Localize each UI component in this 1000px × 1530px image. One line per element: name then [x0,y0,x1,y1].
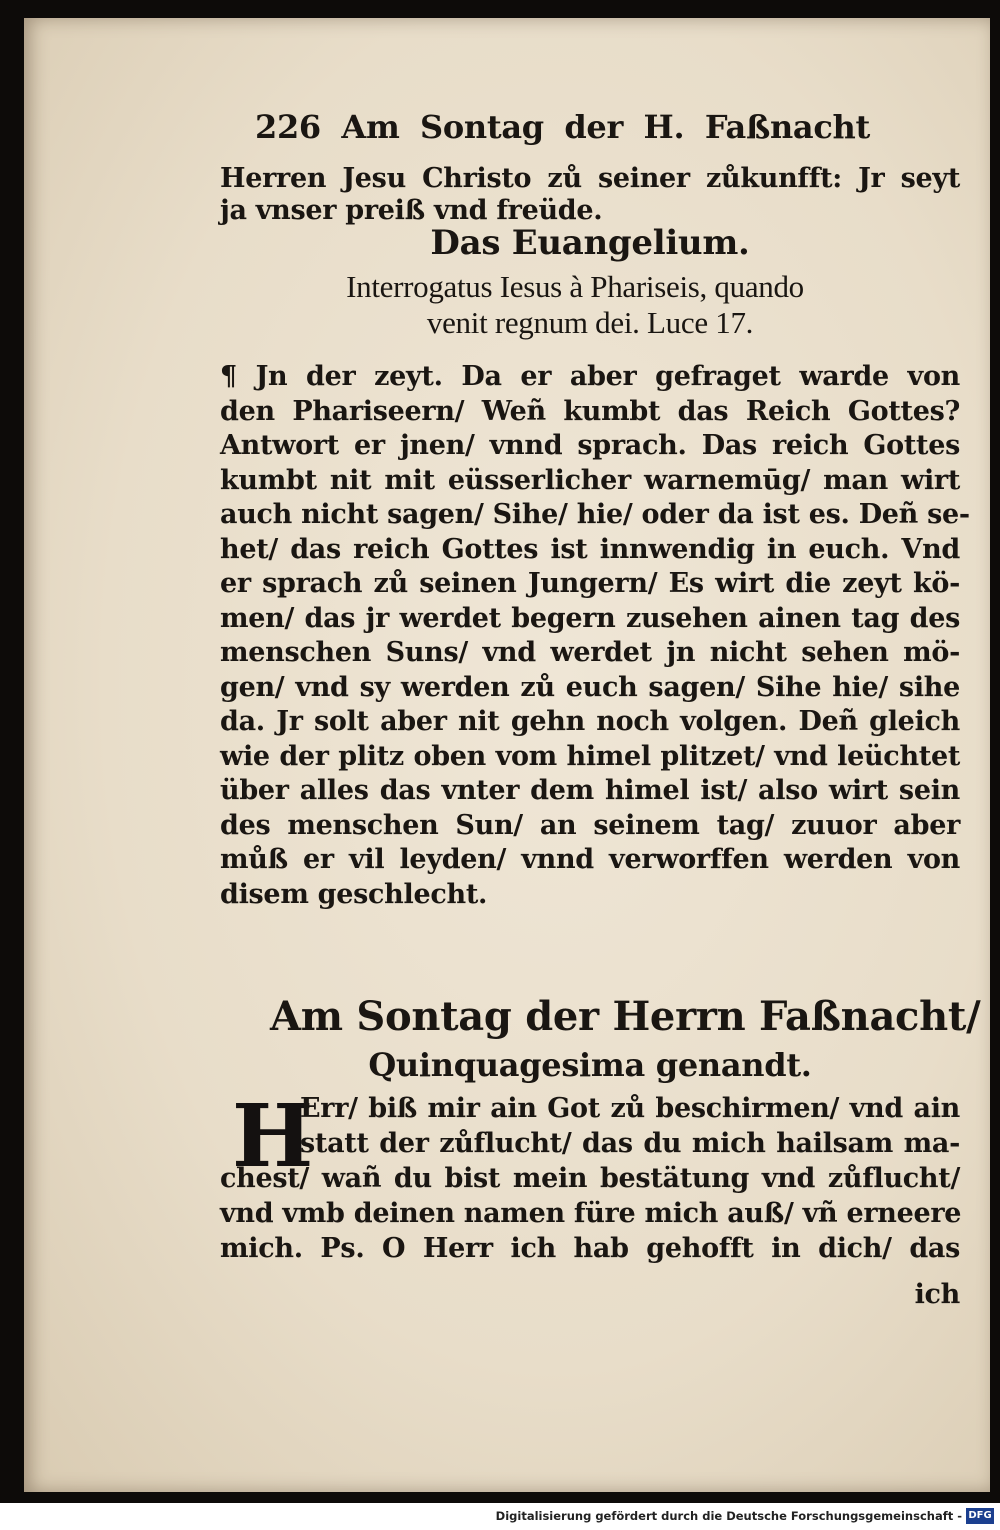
introit-line: chest/ wañ du bist mein bestätung vnd zůflucht/ [220,1163,960,1194]
gospel-line: menschen Suns/ vnd werdet jn nicht sehen mö- [220,637,960,668]
catchword: ich [914,1279,960,1310]
gospel-line: Antwort er jnen/ vnnd sprach. Das reich Gottes [220,430,960,461]
gospel-line: er sprach zů seinen Jungern/ Es wirt die zeyt kö- [220,568,960,599]
gospel-line: het/ das reich Gottes ist innwendig in euch. Vnd [220,533,960,565]
introit-line: statt der zůflucht/ das du mich hailsam ma- [300,1128,960,1159]
running-head [255,110,870,144]
running-title: Am Sontag der H. Faßnacht [341,108,870,146]
gospel-line: den Phariseern/ Weñ kumbt das Reich Gottes? [220,395,960,427]
intro-line: Herren Jesu Christo zů seiner zůkunfft: Jr seyt [220,163,960,194]
footer-bar [0,1503,1000,1530]
dfg-logo: DFG [966,1508,994,1524]
latin-line: venit regnum dei. Luce 17. [426,305,754,340]
gospel-line: auch nicht sagen/ Sihe/ hie/ oder da ist es. Deñ se- [220,499,970,530]
decorated-initial: H [232,1086,314,1187]
gospel-line: wie der plitz oben vom himel plitzet/ vnd leüchtet [220,740,960,772]
gospel-line: da. Jr solt aber nit gehn noch volgen. Deñ gleich [220,706,960,737]
latin-line: Interrogatus Iesus à Phariseis, quando [346,269,804,304]
gospel-line: des menschen Sun/ an seinem tag/ zuuor aber [220,809,960,841]
gospel-line: kumbt nit mit eüsserlicher warnemūg/ man wirt [220,464,960,496]
funding-credit: Digitalisierung gefördert durch die Deutsche Forschungsgemeinschaft - [495,1509,962,1523]
gospel-line: ¶ Jn der zeyt. Da er aber gefraget warde von [220,361,960,392]
introit-line: Err/ biß mir ain Got zů beschirmen/ vnd ain [300,1093,960,1124]
section-subheading: Quinquagesima genandt. [368,1046,812,1084]
section-heading: Am Sontag der Herrn Faßnacht/ [270,993,981,1040]
gospel-line: men/ das jr werdet begern zusehen ainen tag des [220,602,960,634]
gospel-heading: Das Euangelium. [430,223,750,263]
gospel-line: můß er vil leyden/ vnnd verworffen werden von [220,844,960,875]
introit-line: mich. Ps. O Herr ich hab gehofft in dich/ das [220,1233,960,1264]
gospel-line: über alles das vnter dem himel ist/ also wirt sein [220,775,960,806]
page-number: 226 [255,108,321,146]
introit-line: vnd vmb deinen namen füre mich auß/ vñ erneere [220,1198,962,1229]
gospel-line: disem geschlecht. [220,878,488,910]
gospel-line: gen/ vnd sy werden zů euch sagen/ Sihe hie/ sihe [220,671,960,703]
intro-line: ja vnser preiß vnd freüde. [220,195,603,226]
